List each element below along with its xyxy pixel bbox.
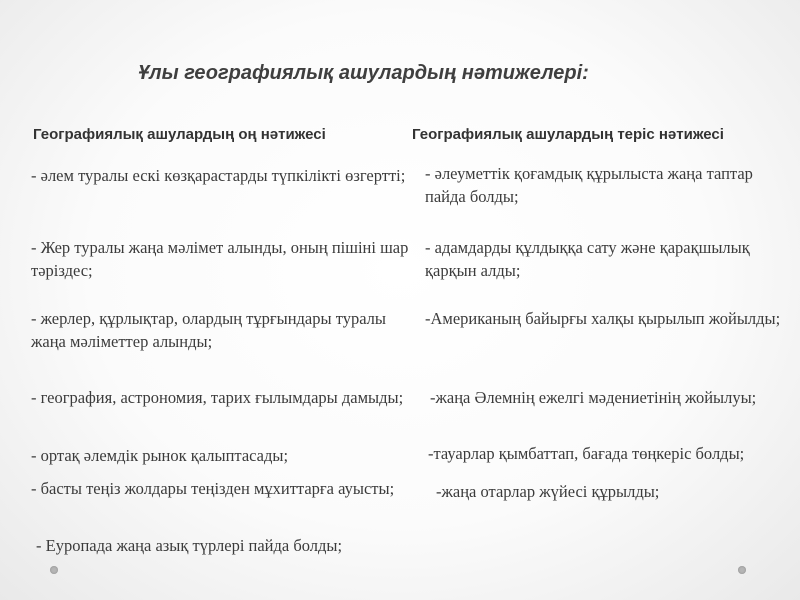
- right-list-item: -Американың байырғы халқы қырылып жойылды;: [425, 309, 781, 328]
- left-list-item: - басты теңіз жолдары теңізден мұхиттарға ауысты;: [31, 479, 395, 498]
- slide-subtitle: Ұлы географиялық ашулардың нәтижелері:: [138, 62, 589, 84]
- right-list-item: -жаңа Әлемнің ежелгі мәдениетінің жойылуы;: [430, 388, 757, 407]
- left-list-item: - ортақ әлемдік рынок қалыптасады;: [31, 446, 289, 465]
- left-column-header: Географиялық ашулардың оң нәтижесі: [33, 126, 326, 143]
- bottom-right-dot-ornament: [738, 566, 746, 574]
- right-column-header: Географиялық ашулардың теріс нәтижесі: [412, 126, 724, 143]
- bottom-left-dot-ornament: [50, 566, 58, 574]
- left-list-item: - Жер туралы жаңа мәлімет алынды, оның пішіні шар тәріздес;: [31, 238, 409, 280]
- left-list-item: - Еуропада жаңа азық түрлері пайда болды;: [36, 536, 343, 555]
- left-list-item: - жерлер, құрлықтар, олардың тұрғындары туралы жаңа мәліметтер алынды;: [31, 309, 386, 351]
- right-list-item: -жаңа отарлар жүйесі құрылды;: [436, 482, 660, 501]
- cut-off-title-fragment: [200, 0, 620, 8]
- right-list-item: - адамдарды құлдыққа сату және қарақшылық қарқын алды;: [425, 238, 750, 280]
- right-list-item: - әлеуметтік қоғамдық құрылыста жаңа таптар пайда болды;: [425, 164, 753, 206]
- left-list-item: - әлем туралы ескі көзқарастарды түпкілікті өзгертті;: [31, 166, 406, 185]
- left-list-item: - география, астрономия, тарих ғылымдары дамыды;: [31, 388, 404, 407]
- right-list-item: -тауарлар қымбаттап, бағада төңкеріс болды;: [428, 444, 745, 463]
